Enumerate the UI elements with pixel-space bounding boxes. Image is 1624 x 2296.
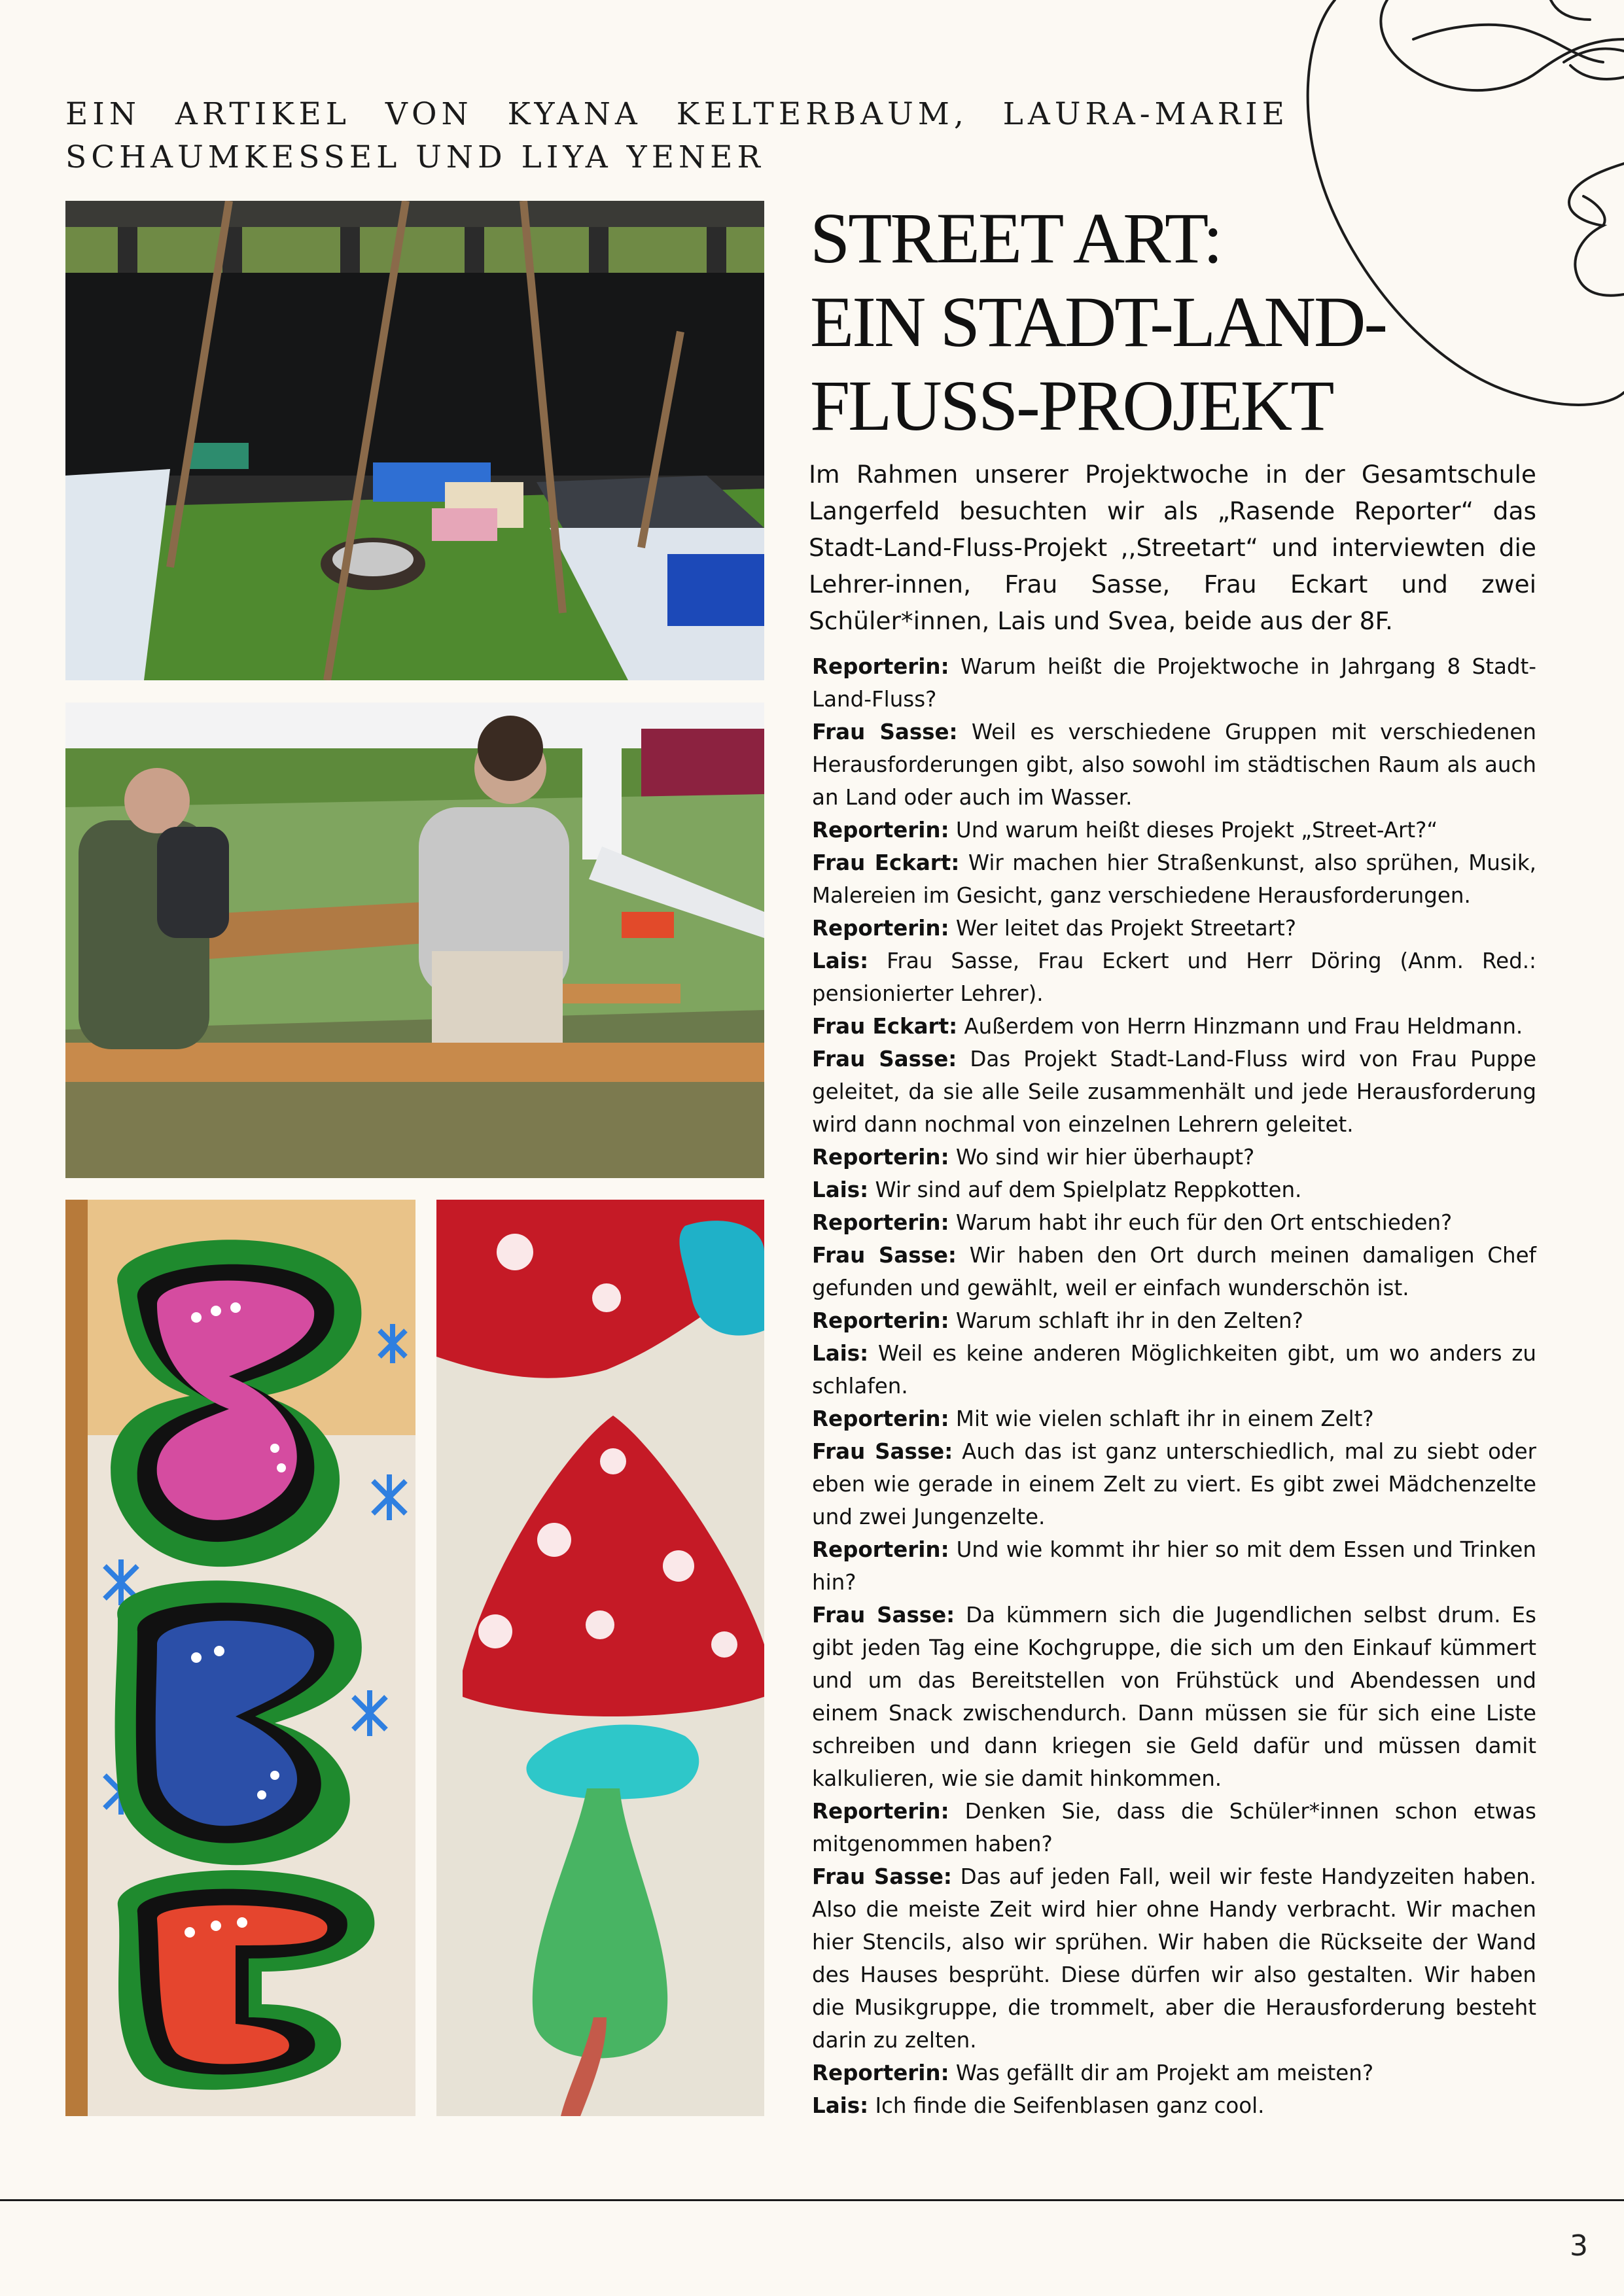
page-number: 3 — [1570, 2229, 1588, 2263]
speaker-text: Warum heißt die Projektwoche in Jahrgang 8 Stadt-Land-Fluss? — [812, 654, 1536, 712]
speaker-text: Wir haben den Ort durch meinen damaligen Chef gefunden und gewählt, weil er einfach wunderschön ist. — [812, 1243, 1537, 1300]
intro-paragraph: Im Rahmen unserer Projektwoche in der Gesamtschule Langerfeld besuchten wir als „Rasende Reporter“ das Stadt-Land-Fluss-Projekt ,,Streetart“ und interviewten die Lehrer-innen, Frau Sasse, Frau Eckart und zwei Schüler*innen, Lais und Svea, beide aus der 8F. — [809, 460, 1536, 635]
interview-line — [812, 1239, 1536, 1304]
speaker-label: Frau Eckart: — [812, 1014, 958, 1039]
speaker-text: Was gefällt dir am Projekt am meisten? — [949, 2061, 1374, 2085]
interview-line — [812, 2057, 1536, 2089]
interview-transcript — [812, 650, 1536, 2122]
speaker-label: Reporterin: — [812, 1406, 949, 1431]
article-title — [810, 196, 1595, 447]
photo-picnic-tables — [65, 703, 764, 1178]
speaker-label: Reporterin: — [812, 2061, 949, 2085]
interview-line — [812, 1043, 1536, 1141]
speaker-label: Frau Sasse: — [812, 1243, 957, 1268]
speaker-label: Reporterin: — [812, 1210, 949, 1235]
speaker-label: Frau Sasse: — [812, 1047, 957, 1071]
speaker-text: Wir machen hier Straßenkunst, also sprühen, Musik, Malereien im Gesicht, ganz verschiedene Herausforderungen. — [812, 850, 1537, 908]
interview-line — [812, 1599, 1536, 1795]
interview-line — [812, 1206, 1536, 1239]
speaker-label: Reporterin: — [812, 916, 949, 941]
speaker-label: Frau Sasse: — [812, 720, 958, 744]
speaker-label: Reporterin: — [812, 1537, 949, 1562]
speaker-label: Reporterin: — [812, 1799, 949, 1824]
photo-tent-interior — [65, 201, 764, 680]
photo-graffiti-letters — [65, 1200, 415, 2116]
interview-line — [812, 945, 1536, 1010]
speaker-text: Weil es verschiedene Gruppen mit verschiedenen Herausforderungen gibt, also sowohl im städtischen Raum als auch an Land oder auch im Wasser. — [812, 720, 1536, 810]
speaker-text: Da kümmern sich die Jugendlichen selbst drum. Es gibt jeden Tag eine Kochgruppe, die sich um den Einkauf kümmert und um das Bereitstellen von Frühstück und Abendessen und einem Snack zwischendurch. Dann müssen sie für sich eine Liste schreiben und dann kriegen sie Geld dafür und müssen damit kalkulieren, wie sie damit hinkommen. — [812, 1603, 1536, 1791]
interview-line — [812, 716, 1536, 814]
interview-line — [812, 912, 1536, 945]
speaker-label: Lais: — [812, 1341, 869, 1366]
speaker-text: Ich finde die Seifenblasen ganz cool. — [868, 2093, 1265, 2118]
interview-line — [812, 1174, 1536, 1206]
interview-line — [812, 1402, 1536, 1435]
speaker-text: Weil es keine anderen Möglichkeiten gibt, um wo anders zu schlafen. — [812, 1341, 1536, 1399]
speaker-text: Mit wie vielen schlaft ihr in einem Zelt? — [949, 1406, 1374, 1431]
speaker-label: Frau Sasse: — [812, 1603, 955, 1627]
speaker-text: Das auf jeden Fall, weil wir feste Handyzeiten haben. Also die meiste Zeit wird hier ohne Handy verbracht. Wir machen hier Stencils, also wir sprühen. Wir haben die Rückseite der Wand des Hauses besprüht. Diese dürfen wir also gestalten. Wir haben die Musikgruppe, die trommelt, aber die Herausforderung besteht darin zu zelten. — [812, 1864, 1536, 2053]
interview-line — [812, 846, 1536, 912]
title-line: EIN STADT-LAND- — [810, 282, 1386, 362]
interview-line — [812, 1337, 1536, 1402]
interview-line — [812, 1304, 1536, 1337]
speaker-text: Frau Sasse, Frau Eckert und Herr Döring (Anm. Red.: pensionierter Lehrer). — [812, 948, 1536, 1006]
interview-line — [812, 1860, 1536, 2057]
footer-rule — [0, 2199, 1624, 2201]
speaker-label: Frau Sasse: — [812, 1439, 953, 1464]
interview-line — [812, 814, 1536, 846]
speaker-label: Frau Eckart: — [812, 850, 960, 875]
speaker-text: Wer leitet das Projekt Streetart? — [949, 916, 1297, 941]
interview-line — [812, 1435, 1536, 1533]
speaker-label: Lais: — [812, 1177, 869, 1202]
speaker-text: Wo sind wir hier überhaupt? — [949, 1145, 1255, 1170]
interview-line — [812, 2089, 1536, 2122]
byline: EIN ARTIKEL VON KYANA KELTERBAUM, LAURA-MARIE SCHAUMKESSEL UND LIYA YENER — [65, 96, 1289, 175]
speaker-label: Reporterin: — [812, 1308, 949, 1333]
speaker-text: Warum schlaft ihr in den Zelten? — [949, 1308, 1303, 1333]
speaker-text: Auch das ist ganz unterschiedlich, mal zu siebt oder eben wie gerade in einem Zelt zu viert. Es gibt zwei Mädchenzelte und zwei Jungenzelte. — [812, 1439, 1536, 1529]
interview-line — [812, 1141, 1536, 1174]
interview-line — [812, 1795, 1536, 1860]
speaker-label: Reporterin: — [812, 1145, 949, 1170]
speaker-text: Und warum heißt dieses Projekt „Street-Art?“ — [949, 818, 1438, 843]
title-line: FLUSS-PROJEKT — [810, 366, 1333, 445]
interview-line — [812, 1533, 1536, 1599]
interview-line — [812, 1010, 1536, 1043]
speaker-text: Warum habt ihr euch für den Ort entschieden? — [949, 1210, 1453, 1235]
speaker-text: Außerdem von Herrn Hinzmann und Frau Heldmann. — [957, 1014, 1523, 1039]
photo-mushroom-graffiti — [436, 1200, 764, 2116]
speaker-label: Reporterin: — [812, 654, 949, 679]
speaker-label: Lais: — [812, 948, 869, 973]
speaker-text: Das Projekt Stadt-Land-Fluss wird von Frau Puppe geleitet, da sie alle Seile zusammenhält und jede Herausforderung wird dann nochmal von einzelnen Lehrern geleitet. — [812, 1047, 1536, 1137]
speaker-label: Lais: — [812, 2093, 869, 2118]
interview-line — [812, 650, 1536, 716]
title-line: STREET ART: — [810, 198, 1222, 278]
speaker-label: Frau Sasse: — [812, 1864, 952, 1889]
speaker-text: Und wie kommt ihr hier so mit dem Essen und Trinken hin? — [812, 1537, 1536, 1595]
speaker-label: Reporterin: — [812, 818, 949, 843]
speaker-text: Denken Sie, dass die Schüler*innen schon etwas mitgenommen haben? — [812, 1799, 1536, 1856]
speaker-text: Wir sind auf dem Spielplatz Reppkotten. — [868, 1177, 1302, 1202]
